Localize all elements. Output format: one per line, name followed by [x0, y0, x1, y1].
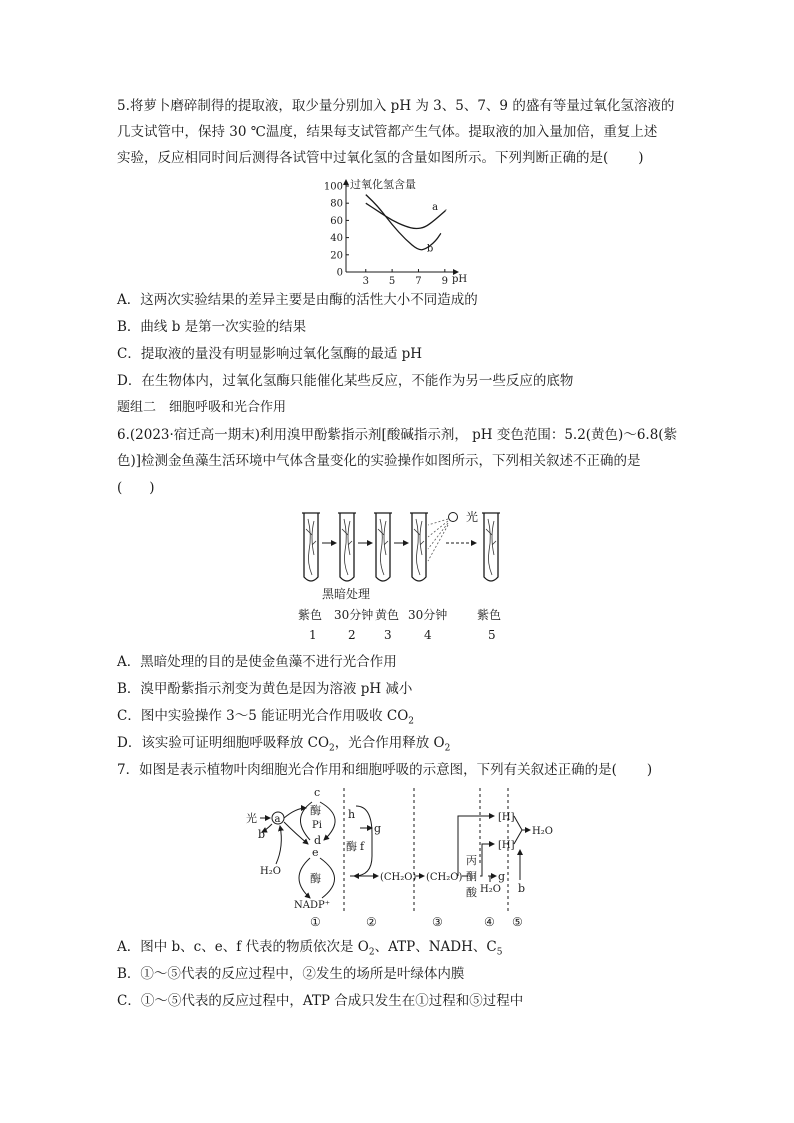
- svg-text:酶: 酶: [310, 804, 321, 817]
- svg-text:H₂O: H₂O: [480, 884, 501, 895]
- q5-option-a: A．这两次实验结果的差异主要是由酶的活性大小不同造成的: [117, 292, 478, 308]
- tube4-time-label: 30分钟: [408, 608, 448, 622]
- test-tube-5: [482, 513, 500, 581]
- svg-text:NADP⁺: NADP⁺: [294, 900, 330, 911]
- tube2-number: 2: [348, 628, 356, 642]
- tube2-time-label: 30分钟: [334, 608, 374, 622]
- svg-text:(CH₂O): (CH₂O): [380, 872, 417, 883]
- svg-text:c: c: [314, 786, 321, 799]
- q5-stem-line3: 实验，反应相同时间后测得各试管中过氧化氢的含量如图所示。下列判断正确的是( ): [117, 150, 644, 166]
- svg-text:(CH₂O): (CH₂O): [426, 872, 463, 883]
- y-tick-label: 20: [330, 250, 343, 262]
- q7-diagram: [240, 784, 560, 930]
- series-line-b: [366, 195, 441, 250]
- light-label: 光: [466, 510, 479, 524]
- y-tick-label: 40: [330, 233, 343, 245]
- test-tube-3: [374, 513, 392, 581]
- test-tube-1: [302, 513, 320, 581]
- svg-text:b: b: [258, 828, 266, 841]
- test-tube-4: [410, 513, 428, 581]
- svg-text:g: g: [374, 822, 382, 835]
- svg-text:[H]: [H]: [498, 840, 515, 851]
- svg-text:⑤: ⑤: [512, 915, 523, 929]
- chart-y-label: 过氧化氢含量: [350, 178, 416, 191]
- x-tick-label: 5: [388, 276, 396, 284]
- q5-option-b: B．曲线 b 是第一次实验的结果: [117, 319, 307, 335]
- series-label-a: a: [432, 202, 439, 214]
- svg-text:[H]: [H]: [498, 812, 515, 823]
- svg-text:丙: 丙: [466, 854, 477, 867]
- series-label-b: b: [426, 243, 434, 255]
- light-rays: [428, 519, 448, 561]
- tube3-color-label: 黄色: [375, 608, 400, 622]
- q7-stem: 7．如图是表示植物叶肉细胞光合作用和细胞呼吸的示意图，下列有关叙述正确的是( ): [117, 762, 653, 778]
- svg-text:②: ②: [366, 915, 377, 929]
- x-tick-label: 3: [362, 276, 369, 284]
- tube4-number: 4: [424, 628, 432, 642]
- svg-text:酸: 酸: [466, 886, 477, 899]
- q5-stem-line1: 5.将萝卜磨碎制得的提取液，取少量分别加入 pH 为 3、5、7、9 的盛有等量过氧化氢溶液的: [117, 98, 675, 114]
- y-tick-label: 100: [323, 181, 343, 193]
- q6-figure: [290, 505, 520, 587]
- tube5-number: 5: [488, 628, 496, 642]
- svg-text:④: ④: [484, 915, 495, 929]
- svg-text:酶: 酶: [310, 872, 321, 885]
- y-tick-label: 80: [330, 198, 343, 210]
- y-tick-label: 60: [330, 215, 343, 227]
- svg-text:酮: 酮: [466, 870, 477, 883]
- svg-text:Pi: Pi: [312, 820, 322, 831]
- q6-option-c: C．图中实验操作 3～5 能证明光合作用吸收 $CO_2$: [117, 708, 415, 727]
- dark-treatment-label: 黑暗处理: [322, 587, 371, 601]
- q7-option-b: B．①～⑤代表的反应过程中，②发生的场所是叶绿体内膜: [117, 966, 465, 982]
- section2-title: 题组二 细胞呼吸和光合作用: [117, 400, 287, 415]
- svg-text:e: e: [312, 846, 319, 859]
- q5-stem-line2: 几支试管中，保持 30 ℃温度，结果每支试管都产生气体。提取液的加入量加倍，重复上述: [117, 124, 658, 140]
- svg-text:h: h: [348, 808, 356, 821]
- q6-stem-line1: 6.(2023·宿迁高一期末)利用溴甲酚紫指示剂[酸碱指示剂， pH 变色范围：5.2(黄色)～6.8(紫: [117, 427, 678, 443]
- svg-text:③: ③: [432, 915, 443, 929]
- q6-option-a: A．黑暗处理的目的是使金鱼藻不进行光合作用: [117, 654, 397, 670]
- q7-option-a: A．图中 b、c、e、f 代表的物质依次是 $O_2$、ATP、NADH、$C_5$: [117, 939, 503, 958]
- q6-stem-line3: ( ): [117, 480, 155, 496]
- q6-stem-line2: 色)]检测金鱼藻生活环境中气体含量变化的实验操作如图所示，下列相关叙述不正确的是: [117, 453, 641, 469]
- svg-text:d: d: [314, 834, 322, 847]
- x-tick-label: 7: [415, 276, 422, 284]
- test-tube-2: [338, 513, 356, 581]
- svg-text:a: a: [274, 814, 281, 825]
- tube3-number: 3: [384, 628, 392, 642]
- x-tick-label: 9: [441, 276, 449, 284]
- q6-option-b: B．溴甲酚紫指示剂变为黄色是因为溶液 pH 减小: [117, 681, 413, 697]
- guang-label: 光: [246, 812, 257, 825]
- q7-option-c: C．①～⑤代表的反应过程中，ATP 合成只发生在①过程和⑤过程中: [117, 993, 524, 1009]
- svg-text:f: f: [360, 840, 365, 853]
- tube1-color-label: 紫色: [298, 608, 323, 622]
- svg-text:b: b: [518, 882, 526, 895]
- svg-text:g: g: [498, 870, 506, 883]
- svg-text:H₂O: H₂O: [532, 826, 553, 837]
- q5-chart: [320, 176, 480, 284]
- svg-text:①: ①: [310, 915, 321, 929]
- q6-option-d: D．该实验可证明细胞呼吸释放 $CO_2$，光合作用释放 $O_2$: [117, 735, 451, 754]
- y-tick-label: 0: [336, 267, 343, 279]
- q5-option-d: D．在生物体内，过氧化氢酶只能催化某些反应，不能作为另一些反应的底物: [117, 373, 574, 389]
- svg-text:酶: 酶: [346, 840, 357, 853]
- tube1-number: 1: [309, 628, 317, 642]
- svg-text:H₂O: H₂O: [260, 866, 281, 877]
- tube5-color-label: 紫色: [477, 608, 502, 622]
- chart-x-label: pH: [452, 274, 468, 284]
- q5-option-c: C．提取液的量没有明显影响过氧化氢酶的最适 pH: [117, 346, 423, 362]
- light-source-icon: [449, 513, 458, 522]
